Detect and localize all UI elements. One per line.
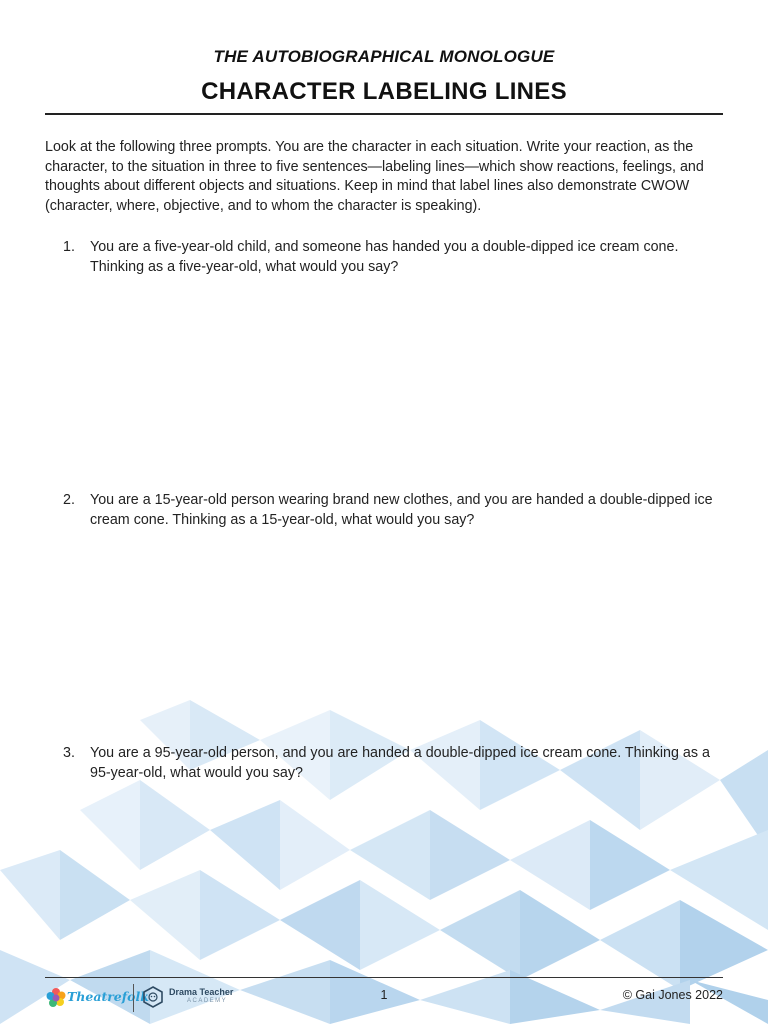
page-title: CHARACTER LABELING LINES [201,78,567,105]
drama-teacher-academy-badge-icon [143,986,163,1008]
theatrefolk-flower-icon [45,987,67,1009]
prompt-item [63,238,733,277]
prompt-text: You are a 15-year-old person wearing brand new clothes, and you are handed a double-dipped ice cream cone. Thinking as a 15-year-old, what would you say? [90,492,713,528]
prompt-text: You are a five-year-old child, and someone has handed you a double-dipped ice cream cone. Thinking as a five-year-old, what would you say? [90,239,679,275]
theatrefolk-logo: Theatrefolk [67,989,149,1004]
prompt-text: You are a 95-year-old person, and you are handed a double-dipped ice cream cone. Thinking as a 95-year-old, what would you say? [90,745,710,781]
page-subtitle: THE AUTOBIOGRAPHICAL MONOLOGUE [213,47,555,66]
prompt-number: 1. [63,239,75,255]
page-number: 1 [380,988,388,1002]
drama-teacher-academy-logo: Drama Teacher [169,987,234,997]
prompt-number: 3. [63,745,75,761]
prompt-item [63,744,733,783]
prompt-item [63,491,733,530]
footer-divider [45,977,723,978]
drama-teacher-academy-sublabel: ACADEMY [187,998,228,1004]
copyright-notice: © Gai Jones 2022 [622,988,723,1002]
instructions-paragraph: Look at the following three prompts. You are the character in each situation. Write your reaction, as the character, to the situation in three to five sentences—labeling lines—which show reactions, feelings, and thoughts about different objects and situations. Keep in mind that label lines also demonstrate CWOW (character, where, objective, and to whom the character is speaking). [45,139,704,214]
logo-divider [133,984,134,1012]
prompt-number: 2. [63,492,75,508]
title-divider [45,113,723,115]
